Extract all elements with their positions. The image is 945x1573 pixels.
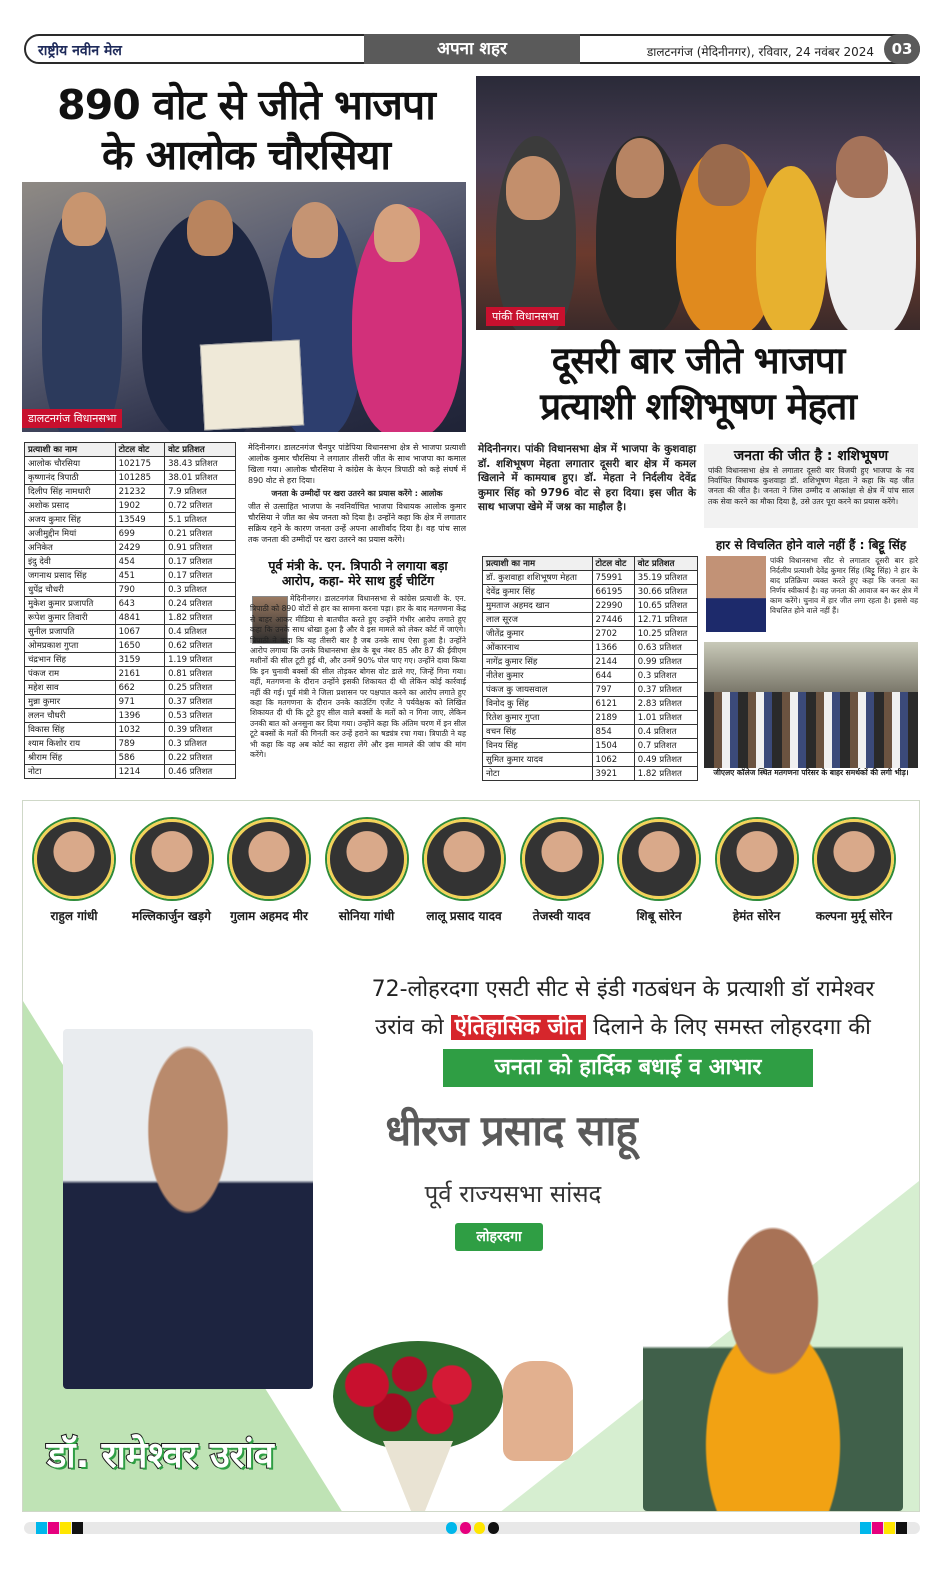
sponsor-name: धीरज प्रसाद साहू — [385, 1106, 637, 1155]
table-cell: 644 — [592, 669, 634, 683]
table-row — [483, 585, 698, 599]
table-cell: 1.82 प्रतिशत — [634, 767, 697, 781]
newspaper-brand: राष्ट्रीय नवीन मेल — [38, 43, 122, 59]
left-headline — [26, 80, 466, 180]
left-headline-line1: 890 वोट से जीते भाजपा — [57, 81, 435, 129]
table-cell: 66195 — [592, 585, 634, 599]
table-row — [483, 767, 698, 781]
table-row — [483, 641, 698, 655]
table-cell: विनय सिंह — [483, 739, 593, 753]
leader-portrait — [519, 819, 605, 924]
table-cell: 101285 — [115, 471, 164, 485]
print-registration-strip — [24, 1522, 920, 1534]
table-row — [25, 583, 236, 597]
photo-face — [292, 202, 338, 258]
table-cell: 1504 — [592, 739, 634, 753]
table-cell: 12.71 प्रतिशत — [634, 613, 697, 627]
table-row — [25, 499, 236, 513]
leader-photo — [717, 819, 797, 899]
photo-face — [62, 192, 106, 246]
table-cell: 13549 — [115, 513, 164, 527]
table-cell: 1650 — [115, 639, 164, 653]
crowd-photo — [704, 642, 918, 768]
table-cell: 2189 — [592, 711, 634, 725]
table-row — [25, 723, 236, 737]
leader-photo — [522, 819, 602, 899]
color-swatch — [872, 1522, 883, 1534]
table-row — [25, 541, 236, 555]
table-cell: 1902 — [115, 499, 164, 513]
table-cell: डॉ. कुशवाहा शशिभूषण मेहता — [483, 571, 593, 585]
table-cell: 10.65 प्रतिशत — [634, 599, 697, 613]
leader-photo — [814, 819, 894, 899]
table-cell: 1.19 प्रतिशत — [165, 653, 236, 667]
table-cell: 0.3 प्रतिशत — [634, 669, 697, 683]
table-cell: 454 — [115, 555, 164, 569]
left-story-subhead: जनता के उम्मीदों पर खरा उतरने का प्रयास करेंगे : आलोक — [271, 489, 443, 498]
table-cell: 854 — [592, 725, 634, 739]
table-row — [25, 457, 236, 471]
leader-name: तेजस्वी यादव — [532, 909, 591, 923]
table-cell: श्रीराम सिंह — [25, 751, 116, 765]
runnerup-quote-body: पांकी विधानसभा सीट से लगातार दूसरी बार हारे निर्दलीय प्रत्याशी देवेंद्र कुमार सिंह (बिट्टू सिंह) ने हार के बाद प्रतिक्रिया व्यक्त करते हुए कहा कि जनता का निर्णय स्वीकार्य है। वह जनता की आवाज बन कर क्षेत्र में काम करेंगे। चुनाव में हार जीत लगा रहता है। इससे वह विचलित होने वाले नहीं हैं। — [770, 556, 918, 615]
photo-face — [187, 200, 233, 256]
table-row — [483, 613, 698, 627]
table-cell: कृष्णानंद त्रिपाठी — [25, 471, 116, 485]
table-row — [483, 739, 698, 753]
left-story-lede: मेदिनीनगर। डालटनगंज चैनपुर पांडेपिया विधानसभा क्षेत्र से भाजपा प्रत्याशी आलोक कुमार चौरसिया ने लगातार तीसरी जीत के साथ भाजपा का कमाल खिला गया। आलोक चौरसिया ने कांग्रेस के केएन त्रिपाठी को कड़े संघर्ष में 890 वोट से हरा दिया। — [248, 443, 466, 485]
table-cell: 102175 — [115, 457, 164, 471]
winner-certificate-photo — [22, 182, 466, 432]
table-cell: 0.17 प्रतिशत — [165, 569, 236, 583]
table-header: वोट प्रतिशत — [634, 557, 697, 571]
table-cell: 2144 — [592, 655, 634, 669]
table-cell: अजय कुमार सिंह — [25, 513, 116, 527]
table-cell: नोटा — [25, 765, 116, 779]
dateline: डालटनगंज (मेदिनीनगर), रविवार, 24 नवंबर 2024 — [646, 45, 874, 59]
table-row — [25, 471, 236, 485]
table-cell: 38.01 प्रतिशत — [165, 471, 236, 485]
photo-face — [374, 204, 420, 262]
leader-photo — [34, 819, 114, 899]
table-header: वोट प्रतिशत — [165, 443, 236, 457]
leader-name: गुलाम अहमद मीर — [230, 909, 308, 923]
table-cell: 0.4 प्रतिशत — [165, 625, 236, 639]
photo-face — [698, 144, 750, 206]
table-cell: 1.01 प्रतिशत — [634, 711, 697, 725]
ad-message-line1: 72-लोहरदगा एसटी सीट से इंडी गठबंधन के प्रत्याशी डॉ रामेश्वर — [371, 977, 875, 1002]
table-cell: 30.66 प्रतिशत — [634, 585, 697, 599]
table-cell: महेश साव — [25, 681, 116, 695]
color-swatch — [474, 1522, 485, 1534]
table-cell: रितेश कुमार गुप्ता — [483, 711, 593, 725]
ad-line2-post: दिलाने के लिए समस्त लोहरदगा की — [593, 1015, 871, 1040]
left-story-more: जीत से उत्साहित भाजपा के नवनिर्वाचित भाजपा विधायक आलोक कुमार चौरसिया ने जीत का श्रेय जनता को दिया है। उन्होंने कहा कि क्षेत्र में लगातार सक्रिय रहने के कारण जनता उन्हें अपना आशीर्वाद दिया है। वह पांच साल तक जनता की उम्मीदों पर खरा उतरने का प्रयास करेंगे। — [248, 502, 466, 544]
table-cell: 0.81 प्रतिशत — [165, 667, 236, 681]
table-cell: 1032 — [115, 723, 164, 737]
tripathi-story-body: मेदिनीनगर। डालटनगंज विधानसभा से कांग्रेस प्रत्याशी के. एन. त्रिपाठी को 890 वोटों से हार का सामना करना पड़ा। हार के बाद मतगणना केंद्र से बाहर आकर मीडिया से बातचीत करते हुए उन्होंने गंभीर आरोप लगाते हुए कहा कि उनके साथ धोखा हुआ है और वे इस मामले को लेकर कोर्ट में जाएंगे। त्रिपाठी ने कहा कि यह तीसरी बार है जब उनके साथ ऐसा हुआ है। उन्होंने आरोप लगाया कि उनके विधानसभा क्षेत्र के बूथ नंबर 85 और 87 की ईवीएम मशीनों की सील टूटी हुई थी, और उनमें 90% पोल पाए गए। उन्होंने दावा किया कि इन चुनावी बक्सों की सील तोड़कर बोगस वोट डाले गए, जिन्हें गिना गया। वहीं, मतगणना के दौरान उन्होंने इसकी शिकायत दी थी लेकिन कोई कार्रवाई नहीं की गई। पूर्व मंत्री ने जिला प्रशासन पर पक्षपात करने का आरोप लगाते हुए कहा कि मतगणना के दौरान उनके काउंटिंग एजेंट ने पर्यवेक्षक को लिखित शिकायत दी थी कि टूटे हुए सील वाले बक्सों के मतों को न गिना जाए, लेकिन उनकी बात को अनसुना कर दिया गया। उन्होंने कहा कि अंतिम चरण में इन सील टूटे बक्सों के मतों की गिनती कर उन्हें हराने का षड्यंत्र रचा गया। त्रिपाठी ने यह भी कहा कि वह अब कोर्ट का सहारा लेंगे और इस मामले की जांच की मांग करेंगे। — [250, 594, 466, 760]
table-cell: श्याम किशोर राय — [25, 737, 116, 751]
table-cell: सुनील प्रजापति — [25, 625, 116, 639]
table-cell: रूपेश कुमार तिवारी — [25, 611, 116, 625]
table-row — [483, 683, 698, 697]
leader-portrait — [226, 819, 312, 924]
table-row — [25, 737, 236, 751]
color-swatch — [460, 1522, 471, 1534]
table-cell: 3159 — [115, 653, 164, 667]
left-story-body — [248, 442, 466, 545]
bittu-singh-photo — [706, 556, 766, 632]
leader-name: शिबू सोरेन — [636, 909, 682, 923]
table-cell: 2429 — [115, 541, 164, 555]
daltonganj-results-table — [24, 442, 236, 779]
table-row — [25, 709, 236, 723]
table-cell: धुपेंद्र चौधरी — [25, 583, 116, 597]
table-row — [483, 753, 698, 767]
page-number: 03 — [884, 34, 920, 64]
table-cell: सुमित कुमार यादव — [483, 753, 593, 767]
table-cell: 2702 — [592, 627, 634, 641]
table-cell: 4841 — [115, 611, 164, 625]
table-cell: देवेंद्र कुमार सिंह — [483, 585, 593, 599]
leader-portrait — [421, 819, 507, 924]
table-cell: जगनाथ प्रसाद सिंह — [25, 569, 116, 583]
table-cell: 1396 — [115, 709, 164, 723]
celebration-photo — [476, 76, 920, 330]
winner-quote-title: जनता की जीत है : शशिभूषण — [733, 448, 889, 464]
table-header: टोटल वोट — [115, 443, 164, 457]
table-cell: 0.99 प्रतिशत — [634, 655, 697, 669]
table-cell: 27446 — [592, 613, 634, 627]
candidate-name: डॉ. रामेश्वर उरांव — [47, 1435, 274, 1476]
leader-photo — [132, 819, 212, 899]
leader-photo — [424, 819, 504, 899]
left-headline-line2: के आलोक चौरसिया — [102, 131, 390, 179]
table-cell: मुन्ना कुमार — [25, 695, 116, 709]
table-row — [25, 555, 236, 569]
leader-portrait — [31, 819, 117, 924]
table-cell: 1067 — [115, 625, 164, 639]
table-cell: मुकेश कुमार प्रजापति — [25, 597, 116, 611]
table-row — [483, 669, 698, 683]
color-swatch — [48, 1522, 59, 1534]
panki-results-table — [482, 556, 698, 781]
table-cell: 1062 — [592, 753, 634, 767]
leader-name: सोनिया गांधी — [338, 909, 395, 923]
table-cell: 0.62 प्रतिशत — [165, 639, 236, 653]
table-row — [25, 695, 236, 709]
table-cell: 22990 — [592, 599, 634, 613]
table-cell: 7.9 प्रतिशत — [165, 485, 236, 499]
table-row — [483, 571, 698, 585]
table-row — [25, 667, 236, 681]
table-cell: 0.49 प्रतिशत — [634, 753, 697, 767]
table-row — [483, 655, 698, 669]
candidate-portrait — [63, 1029, 313, 1389]
right-story-lede: मेदिनीनगर। पांकी विधानसभा क्षेत्र में भाजपा के कुशवाहा डॉ. शशिभूषण मेहता लगातार दूसरी बार क्षेत्र में कमल खिलाने में कामयाब हुए। डॉ. मेहता ने निर्दलीय देवेंद्र कुमार सिंह को 9796 वोट से हरा दिया। इस जीत के साथ भाजपा खेमे में जश्न का माहौल है। — [478, 443, 696, 513]
crowd-caption: जीएलए कॉलेज स्थित मतगणना परिसर के बाहर समर्थकों की लगी भीड़। — [713, 768, 909, 777]
table-cell: 0.21 प्रतिशत — [165, 527, 236, 541]
photo-face — [506, 156, 560, 220]
certificate-paper — [200, 339, 304, 430]
table-cell: ओंकारनाथ — [483, 641, 593, 655]
sponsor-portrait — [643, 1211, 903, 1511]
color-swatch — [60, 1522, 71, 1534]
runnerup-quote-title: हार से विचलित होने वाले नहीं हैं : बिट्टू सिंह — [715, 538, 907, 552]
table-cell: 0.72 प्रतिशत — [165, 499, 236, 513]
leader-portrait — [714, 819, 800, 924]
photo-face — [836, 136, 888, 198]
table-cell: 643 — [115, 597, 164, 611]
color-swatch — [36, 1522, 47, 1534]
congratulation-advertisement — [22, 800, 920, 1512]
table-cell: 797 — [592, 683, 634, 697]
table-cell: 0.3 प्रतिशत — [165, 583, 236, 597]
thanks-banner: जनता को हार्दिक बधाई व आभार — [443, 1049, 813, 1087]
table-row — [25, 765, 236, 779]
table-cell: चंद्रभान सिंह — [25, 653, 116, 667]
table-cell: ओमप्रकाश गुप्ता — [25, 639, 116, 653]
table-row — [483, 599, 698, 613]
leader-name: मल्लिकार्जुन खड़गे — [132, 909, 211, 923]
section-title: अपना शहर — [364, 34, 580, 64]
color-swatch — [884, 1522, 895, 1534]
table-cell: पंकज राम — [25, 667, 116, 681]
table-cell: अशोक प्रसाद — [25, 499, 116, 513]
table-cell: इंदु देवी — [25, 555, 116, 569]
table-row — [25, 597, 236, 611]
table-row — [483, 697, 698, 711]
leader-name: कल्पना मुर्मू सोरेन — [815, 909, 893, 923]
ad-line2-pre: उरांव को — [375, 1015, 444, 1040]
table-row — [483, 725, 698, 739]
table-cell: अनिकेत — [25, 541, 116, 555]
table-header: प्रत्याशी का नाम — [483, 557, 593, 571]
table-row — [25, 681, 236, 695]
photo-face — [616, 138, 664, 198]
table-header: प्रत्याशी का नाम — [25, 443, 116, 457]
color-swatch — [446, 1522, 457, 1534]
leader-portrait — [129, 819, 215, 924]
table-row — [483, 627, 698, 641]
table-cell: 1214 — [115, 765, 164, 779]
ad-line2-highlight: ऐतिहासिक जीत — [451, 1015, 586, 1040]
table-cell: 75991 — [592, 571, 634, 585]
table-cell: 5.1 प्रतिशत — [165, 513, 236, 527]
table-cell: 0.17 प्रतिशत — [165, 555, 236, 569]
table-cell: 1366 — [592, 641, 634, 655]
table-cell: नोटा — [483, 767, 593, 781]
table-cell: 451 — [115, 569, 164, 583]
sponsor-post: पूर्व राज्यसभा सांसद — [424, 1180, 602, 1208]
table-cell: 0.91 प्रतिशत — [165, 541, 236, 555]
table-cell: जीतेंद्र कुमार — [483, 627, 593, 641]
table-cell: 662 — [115, 681, 164, 695]
table-row — [25, 751, 236, 765]
leader-photo — [229, 819, 309, 899]
table-row — [25, 639, 236, 653]
masthead-bar — [24, 34, 920, 64]
table-row — [483, 711, 698, 725]
table-cell: ललन चौधरी — [25, 709, 116, 723]
table-cell: विकास सिंह — [25, 723, 116, 737]
table-cell: 0.63 प्रतिशत — [634, 641, 697, 655]
table-row — [25, 485, 236, 499]
color-swatch — [488, 1522, 499, 1534]
table-cell: 0.25 प्रतिशत — [165, 681, 236, 695]
leader-portrait — [811, 819, 897, 924]
table-cell: 0.3 प्रतिशत — [165, 737, 236, 751]
table-cell: 699 — [115, 527, 164, 541]
table-cell: विनोद कु सिंह — [483, 697, 593, 711]
table-cell: 586 — [115, 751, 164, 765]
color-swatch — [72, 1522, 83, 1534]
ad-message-line2 — [333, 1011, 913, 1041]
table-cell: 0.22 प्रतिशत — [165, 751, 236, 765]
table-cell: 3921 — [592, 767, 634, 781]
table-cell: 789 — [115, 737, 164, 751]
table-row — [25, 611, 236, 625]
table-cell: दिलीप सिंह नामधारी — [25, 485, 116, 499]
table-row — [25, 653, 236, 667]
table-cell: 0.46 प्रतिशत — [165, 765, 236, 779]
table-header: टोटल वोट — [592, 557, 634, 571]
table-cell: पंकज कु जायसवाल — [483, 683, 593, 697]
winner-quote-box — [704, 444, 918, 528]
table-cell: 0.53 प्रतिशत — [165, 709, 236, 723]
right-headline — [476, 338, 920, 430]
photo-location-tag: पांकी विधानसभा — [486, 307, 565, 326]
table-cell: नीतेश कुमार — [483, 669, 593, 683]
place-tag: लोहरदगा — [455, 1223, 543, 1251]
color-swatch — [860, 1522, 871, 1534]
table-cell: अजीमुद्दीन मियां — [25, 527, 116, 541]
table-cell: 35.19 प्रतिशत — [634, 571, 697, 585]
table-cell: 10.25 प्रतिशत — [634, 627, 697, 641]
table-cell: 790 — [115, 583, 164, 597]
table-cell: 0.4 प्रतिशत — [634, 725, 697, 739]
leader-name: लालू प्रसाद यादव — [426, 909, 502, 923]
table-cell: 0.24 प्रतिशत — [165, 597, 236, 611]
table-cell: 21232 — [115, 485, 164, 499]
table-cell: 0.7 प्रतिशत — [634, 739, 697, 753]
leader-photo — [619, 819, 699, 899]
table-cell: वचन सिंह — [483, 725, 593, 739]
tripathi-headline: पूर्व मंत्री के. एन. त्रिपाठी ने लगाया बड़ा आरोप, कहा- मेरे साथ हुई चीटिंग — [268, 558, 448, 588]
table-cell: 0.39 प्रतिशत — [165, 723, 236, 737]
leader-photo — [327, 819, 407, 899]
table-cell: आलोक चौरसिया — [25, 457, 116, 471]
rose-bouquet — [313, 1321, 523, 1511]
winner-quote-body: पांकी विधानसभा क्षेत्र से लगातार दूसरी बार विजयी हुए भाजपा के नव निर्वाचित विधायक कुशवाहा डॉ. शशिभूषण मेहता ने कहा कि यह जीत जनता की जीत है। जनता ने जिस उम्मीद व आकांक्षा से क्षेत्र में पांच साल तक सेवा करने का मौका दिया है, उसे उतर पूरा करने का प्रयास करेंगे। — [708, 466, 914, 506]
table-cell: 2.83 प्रतिशत — [634, 697, 697, 711]
leader-portrait — [324, 819, 410, 924]
table-cell: लाल सूरज — [483, 613, 593, 627]
table-row — [25, 513, 236, 527]
table-cell: 2161 — [115, 667, 164, 681]
table-cell: मुमताज अहमद खान — [483, 599, 593, 613]
crowd — [704, 692, 918, 768]
table-cell: 0.37 प्रतिशत — [165, 695, 236, 709]
table-cell: 1.82 प्रतिशत — [165, 611, 236, 625]
leader-name: राहुल गांधी — [50, 909, 98, 923]
roses — [333, 1341, 503, 1451]
table-row — [25, 569, 236, 583]
table-cell: नागेंद्र कुमार सिंह — [483, 655, 593, 669]
table-cell: 0.37 प्रतिशत — [634, 683, 697, 697]
leader-portrait — [616, 819, 702, 924]
right-headline-line2: प्रत्याशी शशिभूषण मेहता — [540, 385, 856, 428]
bouquet-wrap — [383, 1441, 453, 1511]
table-row — [25, 527, 236, 541]
table-cell: 971 — [115, 695, 164, 709]
garland — [756, 166, 826, 330]
photo-location-tag: डालटनगंज विधानसभा — [22, 409, 122, 428]
leader-name: हेमंत सोरेन — [732, 909, 781, 923]
table-cell: 38.43 प्रतिशत — [165, 457, 236, 471]
color-swatch — [896, 1522, 907, 1534]
right-headline-line1: दूसरी बार जीते भाजपा — [551, 339, 845, 382]
table-row — [25, 625, 236, 639]
table-cell: 6121 — [592, 697, 634, 711]
